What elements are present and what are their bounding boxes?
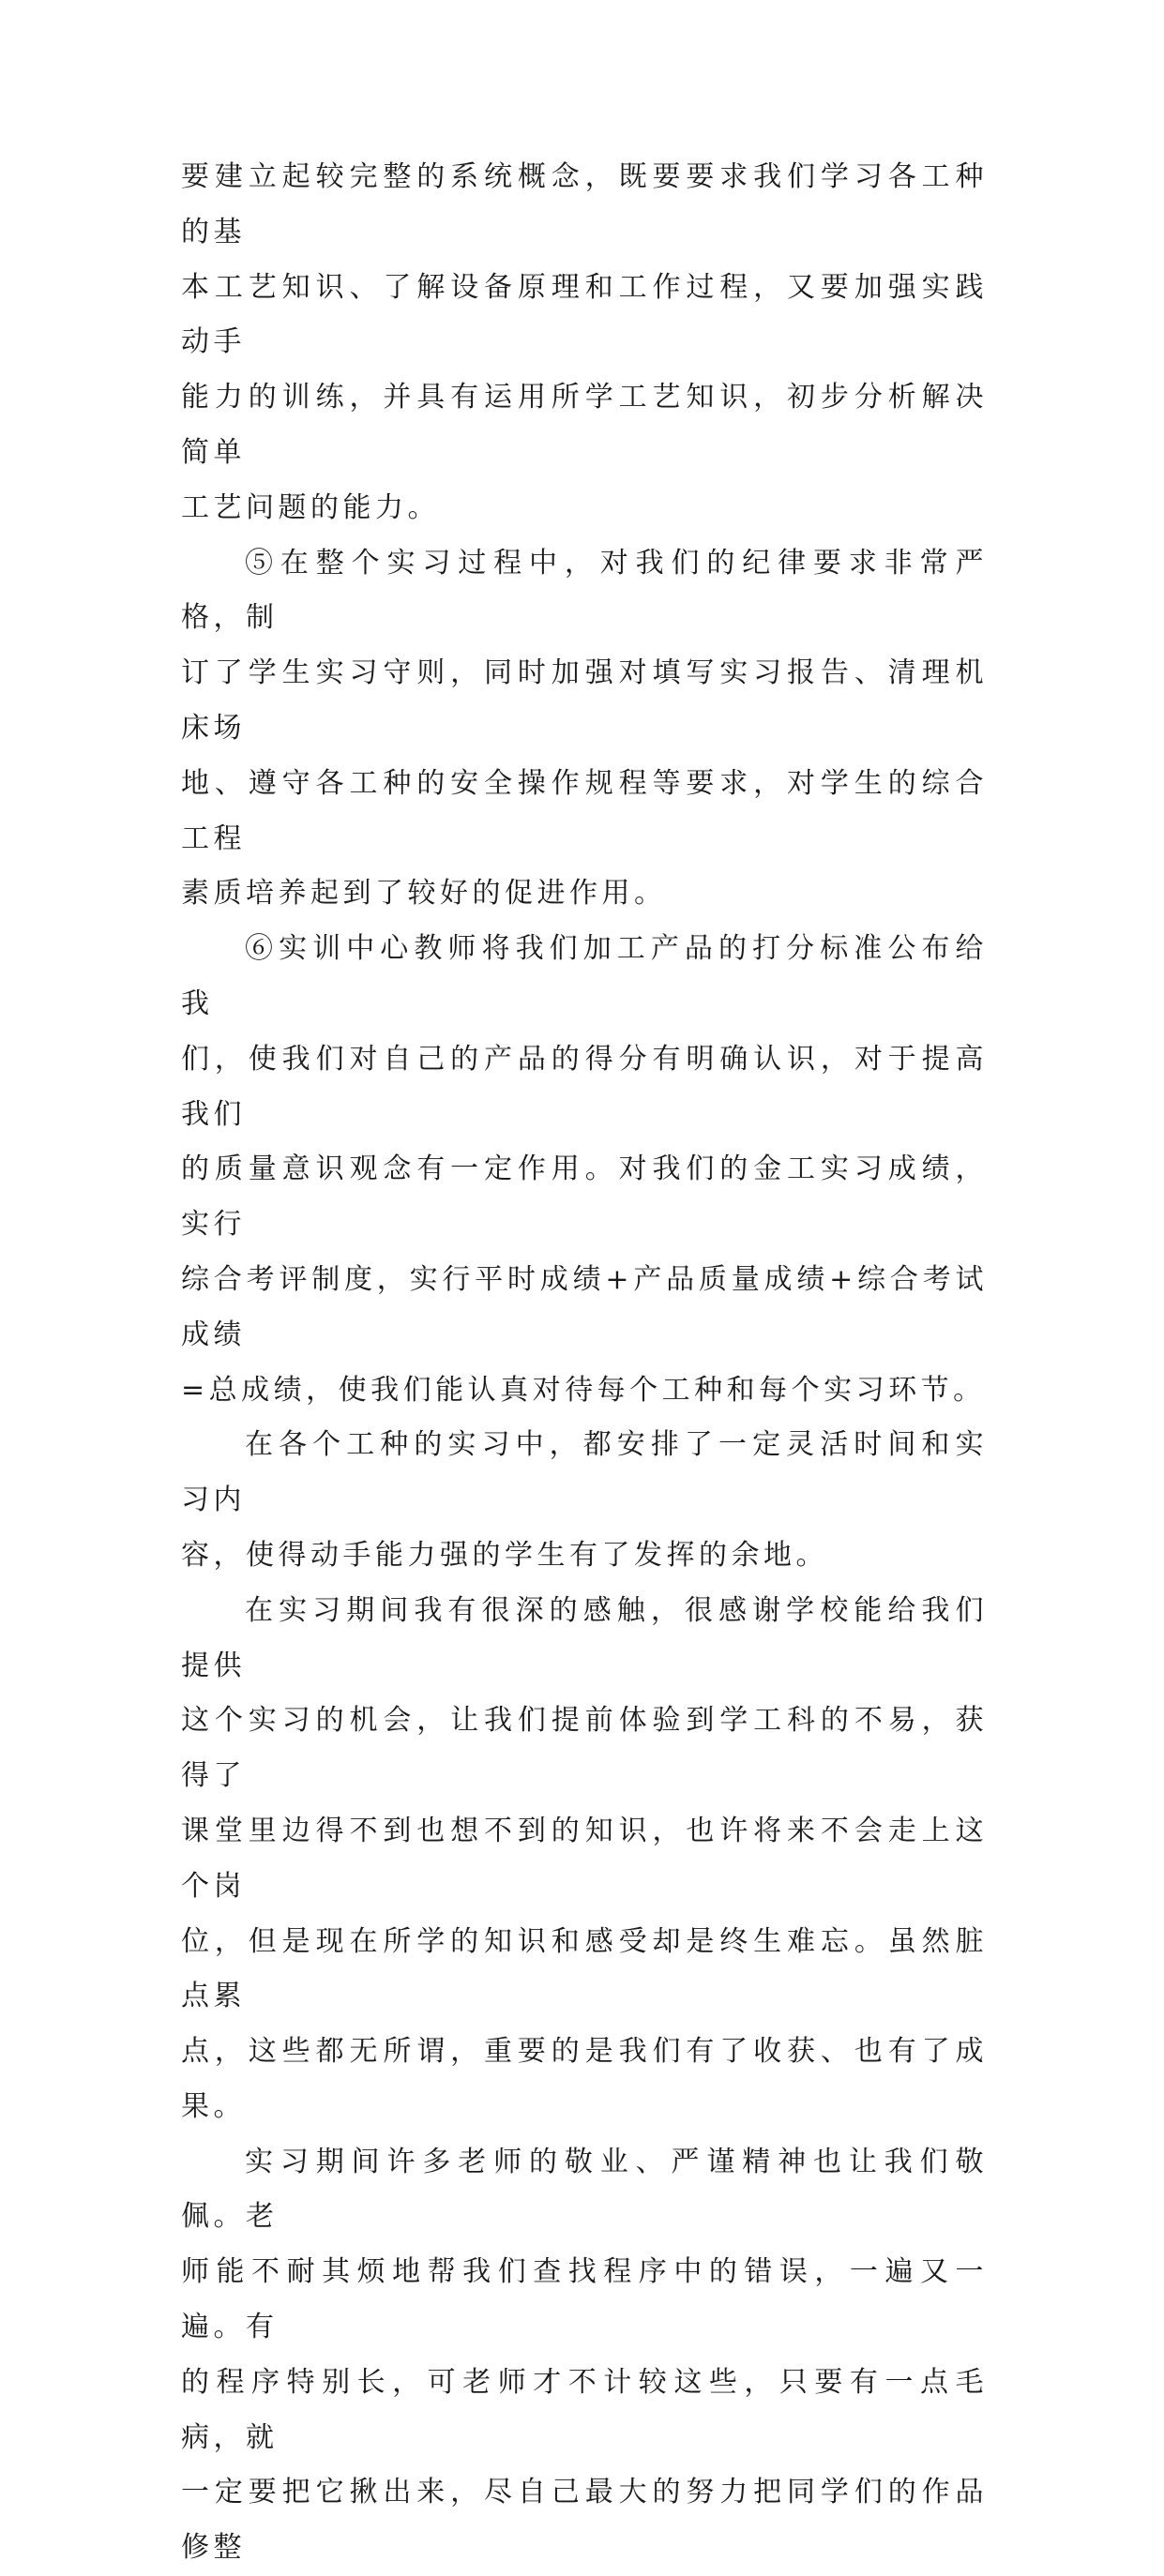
text-line: 们，使我们对自己的产品的得分有明确认识，对于提高我们 [181, 1042, 988, 1131]
text-line: 综合考评制度，实行平时成绩+产品质量成绩+综合考试成绩 [181, 1262, 988, 1351]
text-line: 在各个工种的实习中，都安排了一定灵活时间和实习内 [181, 1428, 988, 1517]
text-line: ⑤在整个实习过程中，对我们的纪律要求非常严格，制 [181, 546, 988, 635]
text-line: 这个实习的机会，让我们提前体验到学工科的不易，获得了 [181, 1704, 988, 1793]
document-body [181, 150, 988, 2576]
text-line: 师能不耐其烦地帮我们查找程序中的错误，一遍又一遍。有 [181, 2255, 988, 2344]
text-line: 实习期间许多老师的敬业、严谨精神也让我们敬佩。老 [181, 2145, 988, 2234]
text-line: 本工艺知识、了解设备原理和工作过程，又要加强实践动手 [181, 270, 988, 359]
paragraph [181, 1584, 988, 2135]
text-line: 素质培养起到了较好的促进作用。 [181, 877, 667, 911]
text-line: 课堂里边得不到也想不到的知识，也许将来不会走上这个岗 [181, 1814, 988, 1903]
text-line: 的程序特别长，可老师才不计较这些，只要有一点毛病，就 [181, 2365, 988, 2454]
text-line: 订了学生实习守则，同时加强对填写实习报告、清理机床场 [181, 656, 988, 745]
text-line: 点，这些都无所谓，重要的是我们有了收获、也有了成果。 [181, 2035, 988, 2123]
text-line: =总成绩，使我们能认真对待每个工种和每个实习环节。 [181, 1373, 986, 1407]
paragraph [181, 2135, 988, 2576]
paragraph [181, 536, 988, 923]
text-line: 在实习期间我有很深的感触，很感谢学校能给我们提供 [181, 1593, 988, 1682]
text-line: 一定要把它揪出来，尽自己最大的努力把同学们的作品修整 [181, 2476, 988, 2565]
text-line: 要建立起较完整的系统概念，既要要求我们学习各工种的基 [181, 160, 988, 249]
text-line: 能力的训练，并具有运用所学工艺知识，初步分析解决简单 [181, 381, 988, 469]
text-line: ⑥实训中心教师将我们加工产品的打分标准公布给我 [181, 932, 988, 1020]
paragraph [181, 1418, 988, 1583]
text-line: 地、遵守各工种的安全操作规程等要求，对学生的综合工程 [181, 766, 988, 855]
text-line: 容，使得动手能力强的学生有了发挥的余地。 [181, 1538, 828, 1572]
text-line: 位，但是现在所学的知识和感受却是终生难忘。虽然脏点累 [181, 1924, 988, 2013]
text-line: 的质量意识观念有一定作用。对我们的金工实习成绩，实行 [181, 1152, 988, 1242]
document-page [181, 150, 988, 2576]
text-line: 工艺问题的能力。 [181, 490, 440, 524]
paragraph [181, 922, 988, 1418]
paragraph [181, 150, 988, 536]
